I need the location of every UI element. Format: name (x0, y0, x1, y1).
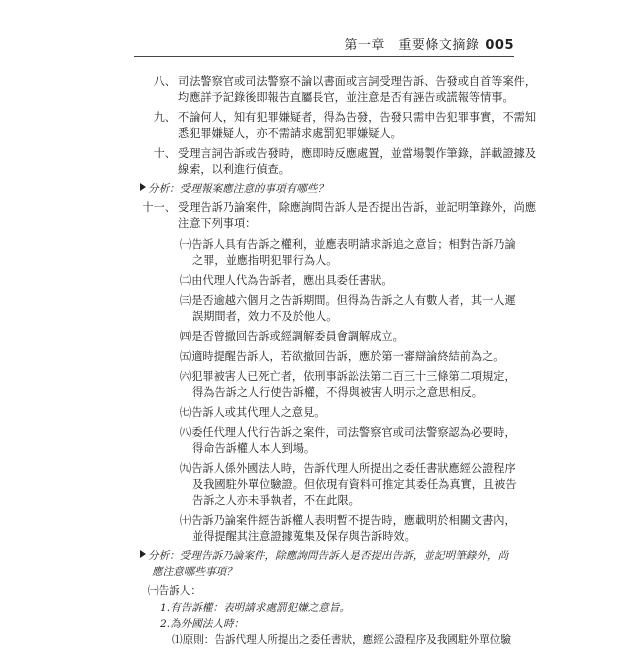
item-number-10: 十、 (153, 147, 176, 160)
item-11-line-1: 受理告訴乃論案件，除應詢問告訴人是否提出告訴，並記明筆錄外，尚應 (178, 201, 537, 214)
sub-9-line-1: ㈨告訴人係外國法人時，告訴代理人所提出之委任書狀應經公證程序 (180, 462, 516, 475)
sub-9-line-3: 告訴之人亦未爭執者，不在此限。 (192, 494, 360, 507)
analysis-question-1: 分析：受理報案應注意的事項有哪些？ (140, 182, 328, 197)
sub-7-line-1: ㈦告訴人或其代理人之意見。 (180, 406, 326, 419)
sub-10-line-1: ㈩告訴乃論案件經告訴權人表明暫不提告時，應載明於相關文書內， (180, 514, 516, 527)
answer-subpoint-1: ⑴原則：告訴代理人所提出之委任書狀，應經公證程序及我國駐外單位驗 (172, 634, 511, 646)
sub-3-line-1: ㈢是否逾越六個月之告訴期間。但得為告訴之人有數人者，其一人遲 (180, 294, 516, 307)
header-rule (134, 56, 514, 57)
sub-8-line-1: ㈧委任代理人代行告訴之案件，司法警察官或司法警察認為必要時， (180, 426, 516, 439)
answer-point-1: 1.有告訴權：表明請求處罰犯嫌之意旨。 (160, 602, 351, 614)
item-10-line-2: 線索，以利進行偵查。 (178, 163, 290, 176)
triangle-bullet-icon (140, 183, 146, 191)
item-9-line-1: 不論何人，知有犯罪嫌疑者，得為告發，告發只需申告犯罪事實，不需知 (178, 111, 537, 124)
analysis-question-2: 分析：受理告訴乃論案件，除應詢問告訴人是否提出告訴，並記明筆錄外，尚 (140, 549, 508, 564)
analysis-question-2-line-2: 應注意哪些事項？ (152, 566, 237, 578)
answer-point-2: 2.為外國法人時： (160, 618, 245, 630)
sub-6-line-1: ㈥犯罪被害人已死亡者，依刑事訴訟法第二百三十三條第二項規定， (180, 370, 516, 383)
page-number: 005 (485, 38, 514, 53)
item-11-line-2: 注意下列事項： (178, 217, 257, 230)
answer-heading: ㈠告訴人： (148, 585, 201, 597)
sub-10-line-2: 並得提醒其注意證據蒐集及保存與告訴時效。 (192, 530, 416, 543)
item-10-line-1: 受理言詞告訴或告發時，應即時反應處置，並當場製作筆錄，詳載證據及 (178, 147, 537, 160)
item-8-line-2: 均應詳予記錄後即報告直屬長官，並注意是否有誣告或謊報等情事。 (178, 91, 514, 104)
sub-6-line-2: 得為告訴之人行使告訴權，不得與被害人明示之意思相反。 (192, 386, 483, 399)
item-9-line-2: 悉犯罪嫌疑人，亦不需請求處罰犯罪嫌疑人。 (178, 127, 402, 140)
sub-1-line-2: 之罪，並應指明犯罪行為人。 (192, 254, 338, 267)
triangle-bullet-icon (140, 550, 146, 558)
item-number-9: 九、 (153, 111, 176, 124)
item-number-8: 八、 (153, 75, 176, 88)
sub-5-line-1: ㈤適時提醒告訴人，若欲撤回告訴，應於第一審辯論終結前為之。 (180, 350, 505, 363)
chapter-title: 第一章 重要條文摘錄 (344, 38, 480, 53)
sub-9-line-2: 及我國駐外單位驗證。但依現有資料可推定其委任為真實，且被告 (192, 478, 517, 491)
item-number-11: 十一、 (142, 201, 176, 214)
running-header (0, 34, 514, 53)
sub-1-line-1: ㈠告訴人具有告訴之權利，並應表明請求訴追之意旨；相對告訴乃論 (180, 238, 516, 251)
item-8-line-1: 司法警察官或司法警察不論以書面或言詞受理告訴、告發或自首等案件， (178, 75, 537, 88)
sub-2-line-1: ㈡由代理人代為告訴者，應出具委任書狀。 (180, 274, 393, 287)
sub-8-line-2: 得命告訴權人本人到場。 (192, 442, 316, 455)
sub-4-line-1: ㈣是否曾撤回告訴或經調解委員會調解成立。 (180, 330, 404, 343)
sub-3-line-2: 誤期間者，效力不及於他人。 (192, 310, 338, 323)
